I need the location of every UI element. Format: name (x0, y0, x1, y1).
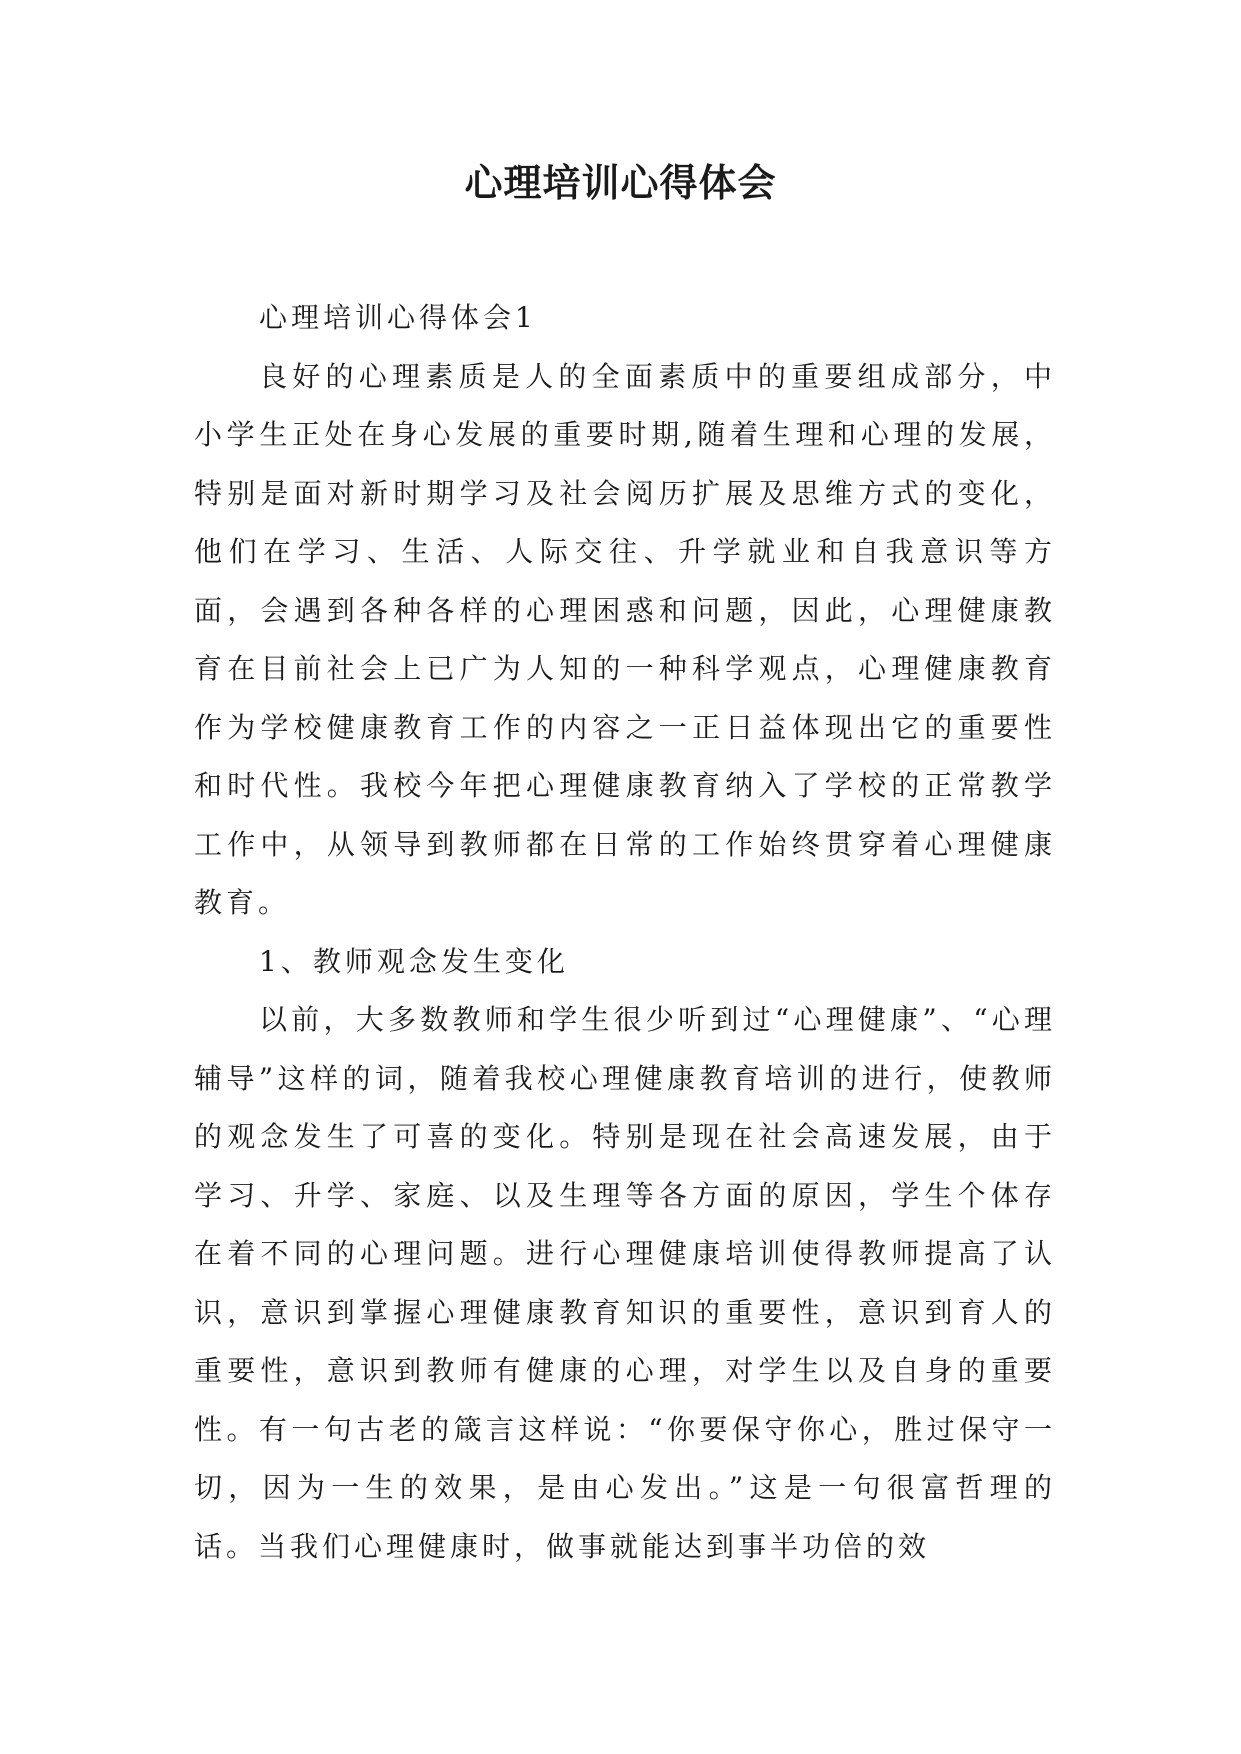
paragraph: 以前，大多数教师和学生很少听到过“心理健康”、“心理辅导”这样的词，随着我校心理健康教育培训的进行，使教师的观念发生了可喜的变化。特别是现在社会高速发展，由于学习、升学、家庭、以及生理等各方面的原因，学生个体存在着不同的心理问题。进行心理健康培训使得教师提高了认识，意识到掌握心理健康教育知识的重要性，意识到育人的重要性，意识到教师有健康的心理，对学生以及自身的重要性。有一句古老的箴言这样说：“你要保守你心，胜过保守一切，因为一生的效果，是由心发出。”这是一句很富哲理的话。当我们心理健康时，做事就能达到事半功倍的效 (194, 1003, 1056, 1563)
paragraph: 良好的心理素质是人的全面素质中的重要组成部分，中小学生正处在身心发展的重要时期,随着生理和心理的发展，特别是面对新时期学习及社会阅历扩展及思维方式的变化，他们在学习、生活、人际交往、升学就业和自我意识等方面，会遇到各种各样的心理困惑和问题，因此，心理健康教育在目前社会上已广为人知的一种科学观点，心理健康教育作为学校健康教育工作的内容之一正日益体现出它的重要性和时代性。我校今年把心理健康教育纳入了学校的正常教学工作中，从领导到教师都在日常的工作始终贯穿着心理健康教育。 (194, 359, 1056, 919)
section-heading: 心理培训心得体会1 (259, 301, 537, 334)
document-title: 心理培训心得体会 (464, 161, 777, 205)
subsection-heading: 1、教师观念发生变化 (259, 944, 569, 978)
document-body (194, 289, 1056, 1576)
